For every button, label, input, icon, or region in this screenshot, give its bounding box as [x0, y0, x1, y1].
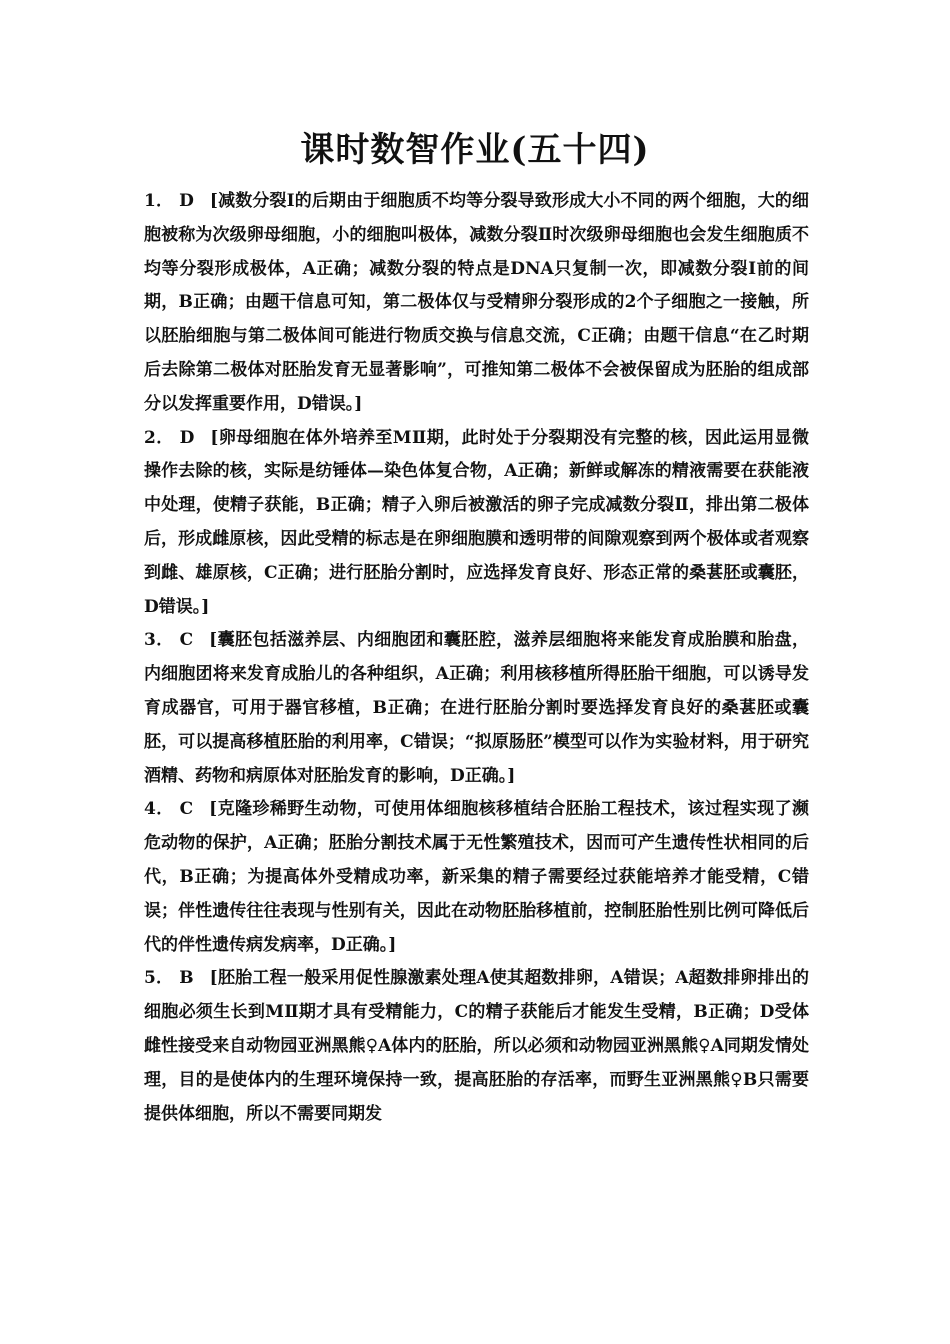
answer-item-2 [144, 422, 809, 625]
answer-letter: C [179, 799, 194, 820]
answer-number: 3． [144, 630, 174, 651]
answer-explanation: [减数分裂Ⅰ的后期由于细胞质不均等分裂导致形成大小不同的两个细胞，大的细胞被称为次级卵母细胞，小的细胞叫极体，减数分裂Ⅱ时次级卵母细胞也会发生细胞质不均等分裂形成极体，A正确；减数分裂的特点是DNA只复制一次，即减数分裂Ⅰ前的间期，B正确；由题干信息可知，第二极体仅与受精卵分裂形成的2个子细胞之一接触，所以胚胎细胞与第二极体间可能进行物质交换与信息交流，C正确；由题干信息“在乙时期后去除第二极体对胚胎发育无显著影响”，可推知第二极体不会被保留成为胚胎的组成部分以发挥重要作用，D错误。] [144, 191, 809, 414]
answer-number: 1． [144, 191, 174, 211]
answer-number: 2． [144, 427, 174, 448]
answer-explanation: [囊胚包括滋养层、内细胞团和囊胚腔，滋养层细胞将来能发育成胎膜和胎盘，内细胞团将来发育成胎儿的各种组织，A正确；利用核移植所得胚胎干细胞，可以诱导发育成器官，可用于器官移植，B正确；在进行胚胎分割时要选择发育良好的桑葚胚或囊胚，可以提高移植胚胎的利用率，C错误；“拟原肠胚”模型可以作为实验材料，用于研究酒精、药物和病原体对胚胎发育的影响，D正确。] [144, 630, 809, 786]
page-title: 课时数智作业(五十四) [300, 130, 650, 170]
answer-item-3 [144, 624, 809, 793]
answer-list [144, 185, 809, 1131]
answer-item-4 [144, 793, 809, 962]
answer-item-1 [144, 185, 809, 422]
answer-number: 5． [144, 968, 174, 989]
answer-number: 4． [144, 799, 174, 820]
answer-letter: B [179, 968, 194, 989]
answer-letter: D [179, 427, 195, 448]
answer-explanation: [胚胎工程一般采用促性腺激素处理A使其超数排卵，A错误；A超数排卵排出的细胞必须生长到MⅡ期才具有受精能力，C的精子获能后才能发生受精，B正确；D受体雌性接受来自动物园亚洲黑熊♀A体内的胚胎，所以必须和动物园亚洲黑熊♀A同期发情处理，目的是使体内的生理环境保持一致，提高胚胎的存活率，而野生亚洲黑熊♀B只需要提供体细胞，所以不需要同期发 [144, 968, 809, 1124]
answer-explanation: [卵母细胞在体外培养至MⅡ期，此时处于分裂期没有完整的核，因此运用显微操作去除的核，实际是纺锤体—染色体复合物，A正确；新鲜或解冻的精液需要在获能液中处理，使精子获能，B正确；精子入卵后被激活的卵子完成减数分裂Ⅱ，排出第二极体后，形成雌原核，因此受精的标志是在卵细胞膜和透明带的间隙观察到两个极体或者观察到雌、雄原核，C正确；进行胚胎分割时，应选择发育良好、形态正常的桑葚胚或囊胚，D错误。] [144, 427, 809, 617]
answer-item-5 [144, 962, 809, 1131]
answer-letter: D [179, 191, 194, 211]
answer-letter: C [179, 630, 194, 651]
answer-explanation: [克隆珍稀野生动物，可使用体细胞核移植结合胚胎工程技术，该过程实现了濒危动物的保护，A正确；胚胎分割技术属于无性繁殖技术，因而可产生遗传性状相同的后代，B正确；为提高体外受精成功率，新采集的精子需要经过获能培养才能受精，C错误；伴性遗传往往表现与性别有关，因此在动物胚胎移植前，控制胚胎性别比例可降低后代的伴性遗传病发病率，D正确。] [144, 799, 809, 955]
